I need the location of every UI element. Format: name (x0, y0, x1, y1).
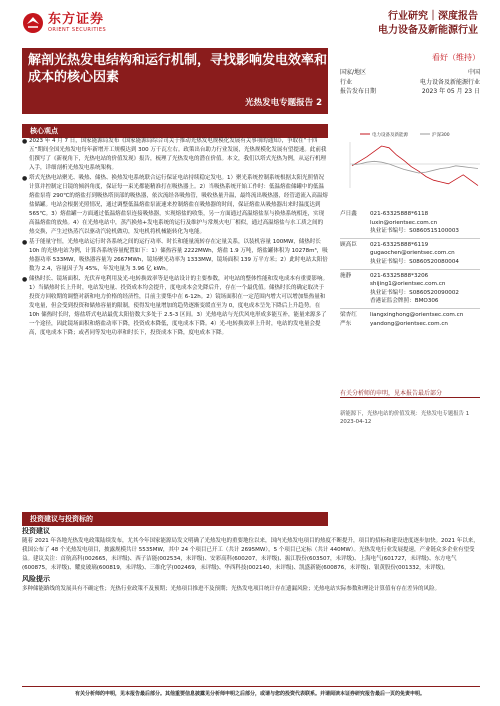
contact-name: 顾高臣 (340, 241, 357, 248)
divider (340, 238, 480, 239)
contact-row (340, 241, 480, 267)
report-series: 光热发电专题报告 2 (245, 98, 322, 108)
divider (340, 308, 480, 309)
info-key: 国家/地区 (340, 69, 367, 76)
footer-divider (22, 686, 480, 687)
contact-email[interactable]: shijing1@orientsec.com.cn (370, 281, 446, 288)
info-table (340, 68, 480, 97)
info-value: 电力设备及新能源行业 (419, 78, 480, 86)
contact-row (340, 210, 480, 236)
contact-row (340, 311, 480, 320)
contact-email[interactable]: yandong@orientsec.com.cn (370, 320, 448, 327)
related-title: 有关分析师的申明，见本报告最后部分 (340, 388, 480, 398)
bullet-text: 2023 年 4 月 7 日，国家能源局发布《国家能源局综合司关于推动光热发电规模化发展有关事项的通知》，争取在“十四五”期间全国光热发电每年新增开工规模达到 300 万千瓦左右。政策出台助力行业发展，光热规模化发展有望提速。此前我们撰写了《新视角下，光热电站的价值发现》报告，梳理了光热发电的潜在价值。本文，我们以塔式光热为例，从运行机理入手，详细剖析光热发电系统架构。 (29, 138, 327, 171)
info-row (340, 78, 480, 88)
performance-chart (340, 130, 482, 198)
contact-line: 执业证书编号：S0860520080004 (370, 258, 459, 265)
invest-section (22, 525, 480, 595)
contact-line: 021-63325888*3206 (370, 272, 429, 279)
logo-en: ORIENT SECURITIES (48, 26, 107, 33)
bullet-dot: ● (22, 175, 28, 182)
info-row (340, 87, 480, 97)
bullet-text: 基于能量守恒，光热电站运行时各系统之间的运行功率、时长和能量流转存在定量关系，以装机容量 100MW，储热时长 10h 的光热电站为例，计算各系统容量配置如下：1）储热容量 2222MWh，熔盐 1.9 万吨，熔盐罐体积为 10278m³，吸热器功率 533MW，吸热器容量为 2667MWh，镜场聚光功率为 1333MW，镜场面积 139 万平方米；2）此时电站太阳倍数为 2.4，容量因子为 45%，年发电量为 3.96 亿 kWh。 (29, 239, 328, 272)
contact-email[interactable]: gugaochen@orientsec.com.cn (370, 250, 455, 257)
contact-row (340, 320, 480, 329)
bullet-item (22, 238, 328, 274)
footer-disclaimer: 有关分析师的申明，见本报告最后部分。其他重要信息披露见分析师申明之后部分，或请与您的投资代表联系。并请阅读本证券研究报告最后一页的免责申明。 (74, 691, 425, 697)
contact-line: 执业证书编号：S0860520090002 (370, 289, 459, 296)
contact-name: 施静 (340, 272, 352, 279)
industry-name: 电力设备及新能源行业 (378, 25, 478, 36)
logo-cn: 东方证券 (48, 11, 105, 27)
contact-name: 卢日鑫 (340, 211, 357, 217)
bullet-dot: ● (22, 138, 28, 145)
info-key: 报告发布日期 (340, 88, 377, 95)
contact-name: 严东 (340, 320, 352, 327)
legend-label-1: 电力设备及新能源 (372, 133, 408, 138)
bullet-item (22, 275, 328, 338)
contact-email[interactable]: luxin@orientsec.com.cn (370, 219, 438, 226)
rating: 看好（维持） (432, 53, 480, 62)
contact-name: 梁杏红 (340, 311, 357, 318)
contact-line: 021-63325888*6118 (370, 211, 429, 217)
legend-label-2: 沪深300 (432, 133, 450, 138)
risk-paragraph: 多种储能路线的发展具有不确定性；光热行业政策不及预期；光热项目推进不及预期；光热发电项目统计存在遗漏风险；光热电站实际参数和理论计算值有存在差异的风险。 (22, 586, 441, 592)
section-invest-tab: 投资建议与投资标的 (22, 512, 328, 526)
bullet-item (22, 137, 328, 173)
contact-row (340, 272, 480, 306)
header-right (378, 10, 478, 38)
analyst-contacts (340, 210, 480, 328)
core-views (22, 137, 328, 339)
info-value: 2023 年 05 月 23 日 (421, 88, 480, 95)
contact-line: 021-63325888*6119 (370, 241, 429, 248)
contact-email[interactable]: liangxinghong@orientsec.com.cn (370, 311, 464, 318)
divider (340, 269, 480, 270)
contact-line: 执业证书编号：S0860515100003 (370, 228, 459, 235)
info-value: 中国 (467, 69, 480, 76)
logo (22, 10, 132, 36)
bullet-text: 储热时长、镜场面积、光伏弃电利用及光-电转换效率等是电站设计的主要参数，对电站的整体性能和发电成本有重要影响。1）当储热时长上升时，电站发电量、投资成本均会提升，度电成本会先降后升，存在一个最优值。储热时长的确定取决于投资方回收期的调整对新和电力价格的经济性，目前主要集中在 6-12h。2）镜场面积在一定范围内增大可以增加集热量和发电量，但会受到投资和储热容量的限制，使得发电量增加的趋势逐渐变缓直至为 0，度电成本呈先下降后上升趋势。在 10h 储热时长时，熔盐塔式电站最优太阳倍数大多处于 2.5-3 区间。3）光热电站与光伏风电形成多能互补，能量来源多了一个途径，因此镜场面积和熔盐动率下降，投资成本降低，度电成本下降。4）光-电转换效率上升时，电站的发电量会提高，度电成本下降；或者同等发电功率和时长下，投资成本下降，度电成本下降。 (29, 276, 328, 336)
bullet-dot: ● (22, 276, 28, 283)
invest-heading: 投资建议 (22, 527, 50, 535)
bullet-dot: ● (22, 239, 28, 246)
info-key: 行业 (340, 78, 353, 86)
risk-heading: 风险提示 (22, 575, 50, 583)
invest-paragraph: 随着 2021 年各地光热发电政策陆续发布，尤其今年国家能源局发文明确了光热发电的重要地位以来，国内光热发电项目的热度不断提升，项目的招标和建设进度逐步加快。2021 年以来，我国公布了 48 个光热发电项目，披露规模共计 5535MW，其中 24 个项目已开工（共计 2695MW），5 个项目已定标（共计 440MW）。光热发电行业发展提速，产业链众多企业有望受益。建议关注：首航高科(002665，未评级)、西子洁能(002534，未评级)、安彩高科(600207，未评级)、振江股份(603507，未评级)、上海电气(601727，未评级)、东方电气(600875，未评级)、耀皮玻璃(600819，未评级)、三维化学(002469，未评级)、华西科技(002140，未评级)、凯盛新能(600876，未评级)、银黄股份(001332，未评级)。 (22, 538, 479, 571)
bullet-item (22, 174, 328, 237)
report-title: 解剖光热发电结构和运行机制，寻找影响发电效率和成本的核心因素 (28, 53, 328, 85)
report-type: 行业研究｜深度报告 (388, 11, 478, 22)
orient-logo-icon (22, 12, 44, 34)
contact-line: 香港证监会牌照：BMO306 (370, 298, 439, 305)
bullet-text: 塔式光热电站聚光、吸热、储热、换热发电系统联合运行保证电站持续稳定发电。1）聚光系统控制系统根据太阳光照情况计算并控制定日镜的倾斜角度，保证每一束光都能精准打在吸热器上。2）当吸热系统开始工作时：低温熔盐储罐中的低温熔盐泵将 290℃的熔盐打到吸热塔顶部的吸热器，依次流经各吸热管，吸收热量升温，最终流出吸热器，经管道流入高温熔盐储罐。电站会根据光照情况，通过调整低温熔盐泵流速来控制熔盐在吸热器的时间，保证熔盐从吸热器出来时温度达到 565℃。3）熔盐罐一方面通过低温熔盐泵连接吸热器，实现熔盐的收集，另一方面通过高温熔盐泵与换热系统相连，实现高温熔盐的放热。4）在光热电站中，蒸汽换热+发电系统的运行及维护与常规火电厂相似，通过高温熔盐与水工质之间的热交换，产生过热蒸汽以驱动汽轮机做功，发电机将机械能转化为电能。 (29, 175, 328, 235)
related-report[interactable]: 新能源下，光热电站的价值发现：光热发电专题报告 1 2023-04-12 (340, 411, 475, 425)
section-core-tab: 核心观点 (22, 124, 328, 138)
series-line-2 (352, 161, 478, 173)
info-row (340, 68, 480, 78)
